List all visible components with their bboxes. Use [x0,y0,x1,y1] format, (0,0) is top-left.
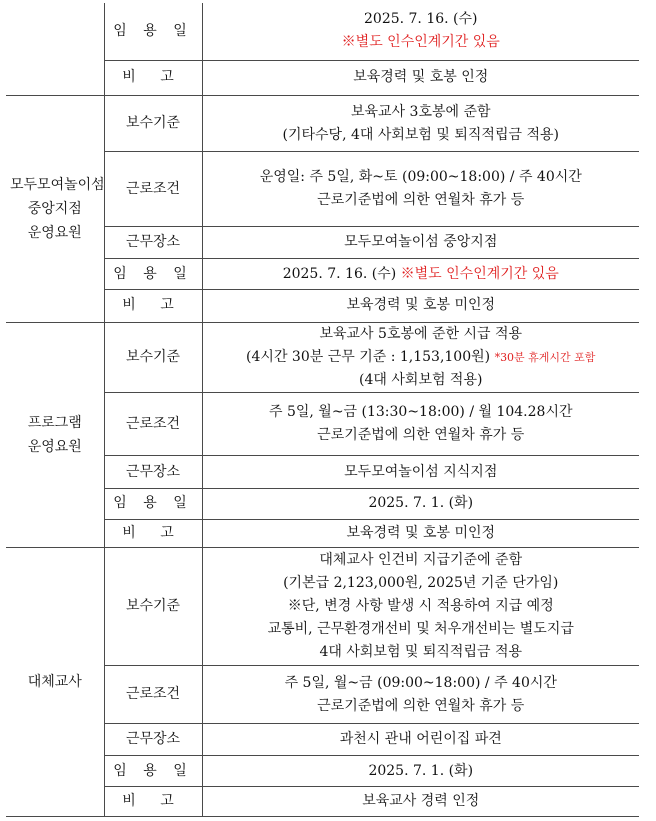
label-cell: 임 용 일 [104,259,202,290]
label-cell: 근로조건 [104,393,202,456]
label-cell: 비 고 [104,519,202,547]
label-cell: 보수기준 [104,96,202,152]
workplace-value: 모두모여놀이섬 지식지점 [202,456,639,488]
group-cell-empty [6,3,104,96]
value-cell [202,3,639,60]
workplace-value: 과천시 관내 어린이집 파견 [202,724,639,756]
table-row [6,548,639,666]
hire-date-value: 2025. 7. 16. (수) ※별도 인수인계기간 있음 [202,259,639,290]
hire-date-note: ※별도 인수인계기간 있음 [341,34,500,51]
conditions-value: 주 5일, 월~금 (09:00~18:00) / 주 40시간 근로기준법에 의한 연월차 휴가 등 [202,665,639,723]
label-cell: 보수기준 [104,322,202,392]
salary-value: 보육교사 5호봉에 준한 시급 적용 (4시간 30분 근무 기준 : 1,153,100원) *30분 휴게시간 포함 (4대 사회보험 적용) [202,322,639,392]
hire-date-value: 2025. 7. 1. (화) [202,756,639,786]
break-time-note: *30분 휴게시간 포함 [494,350,596,364]
remarks-value: 보육경력 및 호봉 인정 [202,60,639,95]
salary-value: 보육교사 3호봉에 준함 (기타수당, 4대 사회보험 및 퇴직적립금 적용) [202,96,639,152]
label-cell: 근무장소 [104,226,202,258]
conditions-value: 주 5일, 월~금 (13:30~18:00) / 월 104.28시간 근로기준법에 의한 연월차 휴가 등 [202,393,639,456]
group-title-program: 프로그램 운영요원 [6,322,104,547]
label-cell: 임 용 일 [104,3,202,60]
workplace-value: 모두모여놀이섬 중앙지점 [202,226,639,258]
table-row [6,322,639,392]
hire-date-note: ※별도 인수인계기간 있음 [400,265,559,282]
recruitment-conditions-table [6,3,639,817]
label-cell: 근로조건 [104,152,202,227]
hire-date-value: 2025. 7. 16. (수) [364,11,478,28]
label-cell: 근무장소 [104,456,202,488]
salary-value: 대체교사 인건비 지급기준에 준함 (기본급 2,123,000원, 2025년 기준 단가임) ※단, 변경 사항 발생 시 적용하여 지급 예정 교통비, 근무환경개선비 및 처우개선비는 별도지급 4대 사회보험 및 퇴직적립금 적용 [202,548,639,666]
label-cell: 비 고 [104,786,202,816]
label-cell: 근무장소 [104,724,202,756]
label-cell: 보수기준 [104,548,202,666]
label-cell: 비 고 [104,60,202,95]
table-row [6,96,639,152]
label-cell: 임 용 일 [104,756,202,786]
remarks-value: 보육경력 및 호봉 미인정 [202,519,639,547]
conditions-value: 운영일: 주 5일, 화~토 (09:00~18:00) / 주 40시간 근로기준법에 의한 연월차 휴가 등 [202,152,639,227]
label-cell: 임 용 일 [104,488,202,519]
table-row [6,3,639,60]
hire-date-value: 2025. 7. 1. (화) [202,488,639,519]
group-title-central: 모두모여놀이섬 중앙지점 운영요원 [6,96,104,322]
label-cell: 근로조건 [104,665,202,723]
label-cell: 비 고 [104,290,202,322]
remarks-value: 보육경력 및 호봉 미인정 [202,290,639,322]
group-title-substitute: 대체교사 [6,548,104,817]
remarks-value: 보육교사 경력 인정 [202,786,639,816]
